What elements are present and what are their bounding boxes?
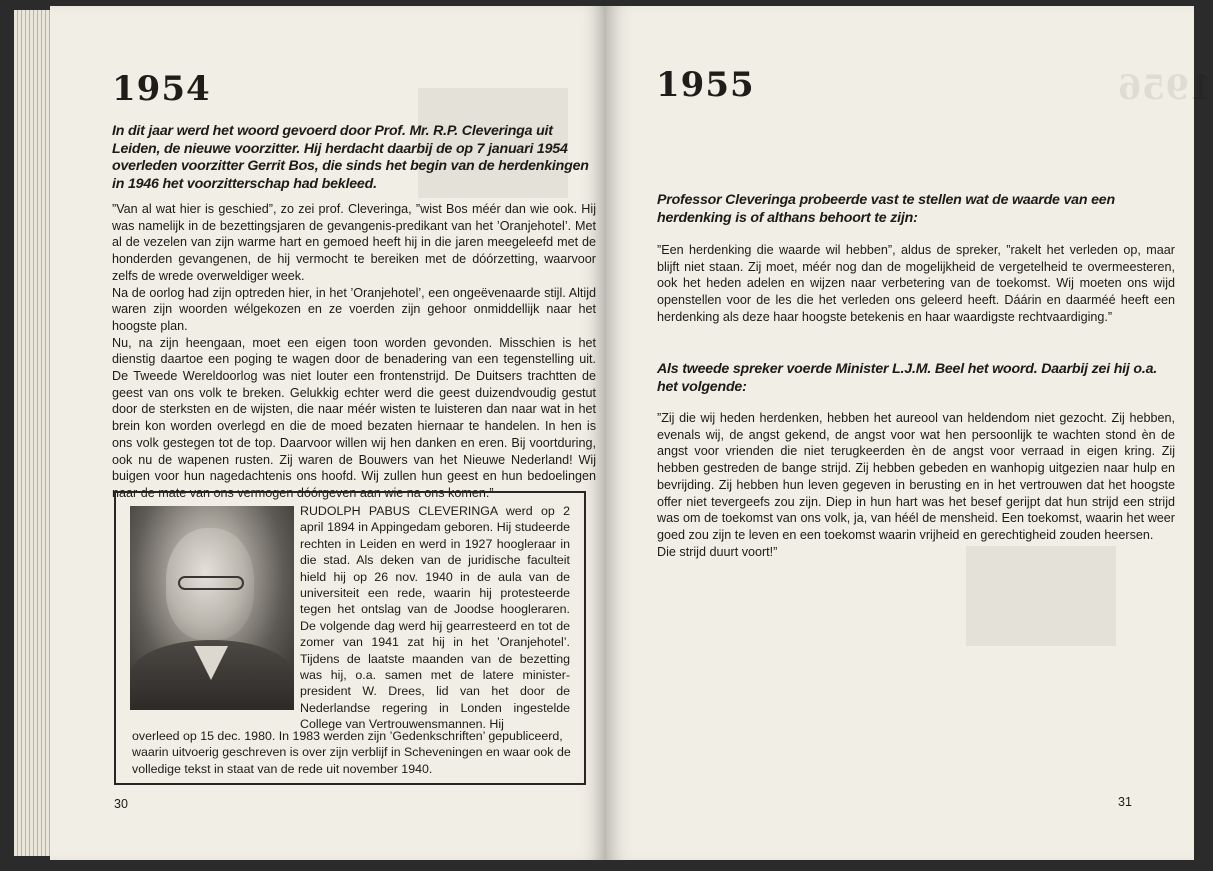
page-number: 31 [1118, 795, 1132, 809]
intro-paragraph: In dit jaar werd het woord gevoerd door Prof. Mr. R.P. Cleveringa uit Leiden, de nieuwe voorzitter. Hij herdacht daarbij de op 7 januari 1954 overleden voorzitter Gerrit Bos, die sinds het begin van de herdenkingen in 1946 het voorzitterschap had bekleed. [112, 123, 589, 192]
page-number: 30 [114, 797, 128, 811]
portrait-photo [130, 506, 294, 700]
right-page [606, 6, 1213, 860]
second-speaker-intro: Als tweede spreker voerde Minister L.J.M. Beel het woord. Daarbij zei hij o.a. het volgende: [657, 361, 1158, 395]
page-stack-edges [14, 10, 54, 856]
intro-paragraph: Professor Cleveringa probeerde vast te stellen wat de waarde van een herdenking is of althans behoort te zijn: [657, 192, 1115, 226]
page-year-heading: 1955 [656, 65, 755, 105]
speech-paragraph: Na de oorlog had zijn optreden hier, in het ’Oranjehotel’, een ongeëvenaarde stijl. Altijd waren zijn woorden wélgekozen en ze voerden zijn gehoor onmiddellijk naar het hoogste plan. [112, 285, 596, 333]
speech-paragraph: ”Van al wat hier is geschied”, zo zei prof. Cleveringa, ”wist Bos méér dan wie ook. Hij was namelijk in de bezettingsjaren de gevangenis-predikant van het ’Oranjehotel’. Met al de vezelen van zijn warme hart en gemoed heeft hij in die jaren meegeleefd met de honderden gevangenen, de hij vermocht te bereiken met de dóórzetting, waarvoor zelfs de wrede overweldiger week. [112, 202, 596, 283]
speech-text [112, 201, 596, 502]
left-page [50, 6, 606, 860]
show-through-year: 1956 [1118, 68, 1213, 108]
biography-text: RUDOLPH PABUS CLEVERINGA werd op 2 april 1894 in Appingedam geboren. Hij studeerde rechten in Leiden en werd in 1927 hoogleraar in die stad. Als deken van de juridische faculteit hield hij op 26 nov. 1940 in de aula van de universiteit een rede, waarin hij protesteerde tegen het ontslag van de Joodse hoogleraren. De volgende dag werd hij gearresteerd en tot de zomer van 1941 zat hij in het ’Oranjehotel’. Tijdens de laatste maanden van de bezetting was hij, o.a. samen met de latere minister-president W. Drees, lid van het door de Nederlandse regering in Londen ingestelde College van Vertrouwensmannen. Hij [300, 504, 570, 732]
show-through-photo [966, 546, 1116, 646]
biography-text-continued: overleed op 15 dec. 1980. In 1983 werden zijn ’Gedenkschriften’ gepubliceerd, waarin uitvoerig geschreven is over zijn verblijf in Scheveningen en waar ook de volledige tekst in staat van de rede uit november 1940. [132, 729, 571, 776]
speech-paragraph: Nu, na zijn heengaan, moet een eigen toon worden gevonden. Misschien is het dienstig daartoe een poging te wagen door de benadering van een tegenstelling uit. De Tweede Wereldoorlog was niet louter een frontenstrijd. De Duitsers trachtten de geest van ons volk te breken. Gelukkig echter werd die geest duizendvoudig gestut door de sterksten en de wijsten, die naar méér wisten te luisteren dan naar wat in het brein kon worden overlegd en die de moed bezaten hiernaar te handelen. In hen is ons volk gestegen tot de top. Daarvoor willen wij hen danken en eren. Bij voortduring, ook nu de wapenen rusten. Zij waren de Bouwers van het Nieuwe Nederland! Wij buigen voor hun nagedachtenis ons hoofd. Wij zullen hun geest en hun bedoelingen naar de mate van ons vermogen dóórgeven aan wie na ons komen.” [112, 335, 596, 500]
biography-box [114, 491, 586, 785]
quote-closing-line: Die strijd duurt voort!” [657, 544, 778, 559]
second-quote-paragraph [657, 410, 1175, 560]
quote-text: ”Zij die wij heden herdenken, hebben het aureool van heldendom niet gezocht. Zij hebben, evenals wij, de angst gekend, de angst voor wat hen persoonlijk te wachten stond èn de angst voor vrienden die niet terugkeerden èn de angst voor verraad in eigen kring. Zij hebben gestreden de bange strijd. Zij hebben gebeden en wanhopig uitgezien naar hulp en bevrijding. Zij hebben hun leven gegeven in berusting en in het vertrouwen dat het hoogste offer niet tevergeefs zou zijn. Diep in hun hart was het besef gerijpt dat hun strijd een strijd was om de toekomst van ons volk, ja, van héél de mensheid. Een toekomst, waarin het weer goed zou zijn te leven en een toekomst waarin vrijheid en gerechtigheid zouden heersen. [657, 411, 1175, 542]
quote-paragraph: ”Een herdenking die waarde wil hebben”, aldus de spreker, ”rakelt het verleden op, maar blijft niet staan. Zij moet, méér nog dan de mogelijkheid de vergetelheid te overmeesteren, ook het heden adelen en wijzen naar verbetering van de toekomst. Wij moeten ons wijd openstellen voor de les die het verleden ons geleerd heeft. Dáárin en daarméé heeft een herdenking als deze haar hoogste betekenis en haar waardigste rechtvaardiging.” [657, 243, 1175, 324]
page-year-heading: 1954 [112, 69, 211, 109]
